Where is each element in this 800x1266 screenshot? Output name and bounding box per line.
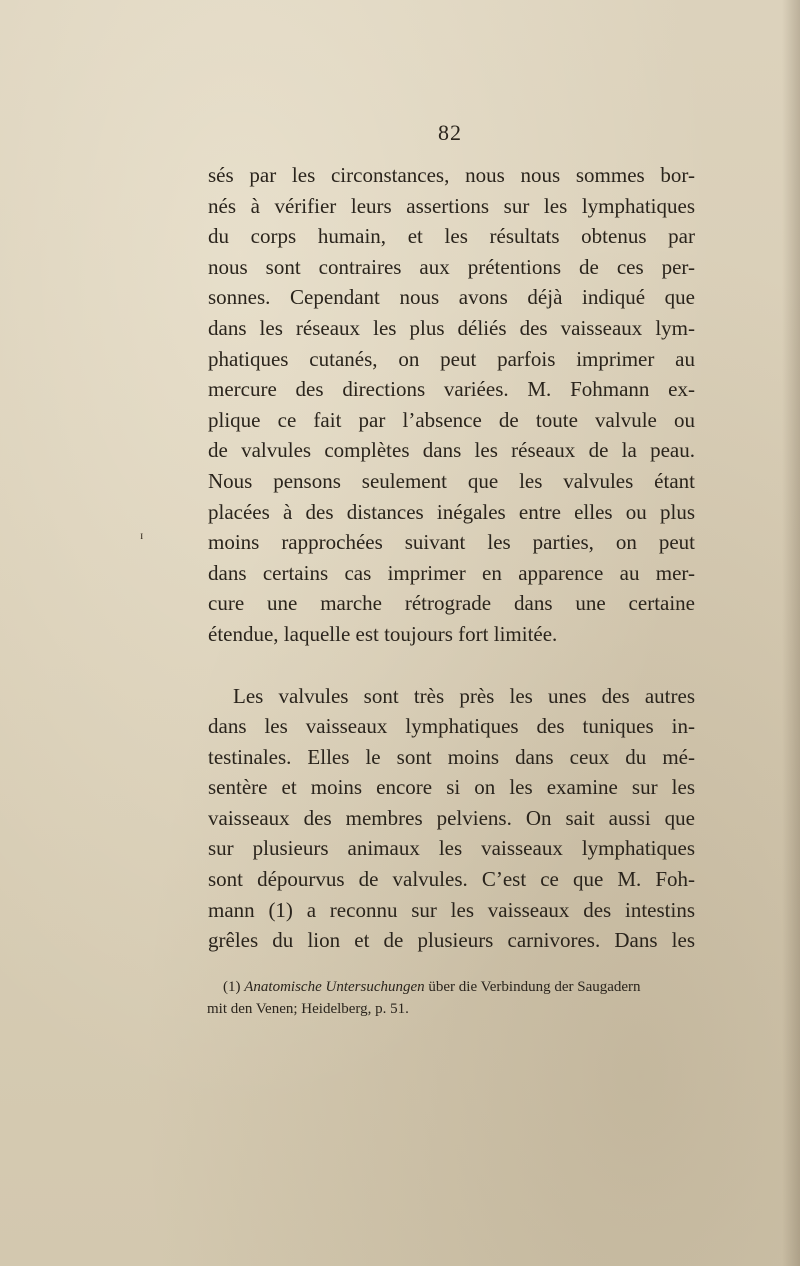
paragraph-2: [208, 681, 695, 956]
text-line: Les valvules sont très près les unes des autres: [233, 683, 695, 708]
text-line: nés à vérifier leurs assertions sur les lymphatiques: [208, 193, 695, 218]
text-line: Nous pensons seulement que les valvules étant: [208, 468, 695, 493]
text-line: étendue, laquelle est toujours fort limitée.: [208, 621, 558, 646]
footnote-marker: (1): [223, 979, 241, 995]
paragraph-1: [208, 160, 695, 650]
text-line: testinales. Elles le sont moins dans ceux du mé-: [208, 744, 695, 769]
text-line: dans certains cas imprimer en apparence au mer-: [208, 560, 695, 585]
text-line: sentère et moins encore si on les examine sur les: [208, 775, 695, 800]
text-line: mercure des directions variées. M. Fohmann ex-: [208, 377, 695, 402]
text-line: sont dépourvus de valvules. C’est ce que M. Foh-: [208, 867, 695, 892]
page-edge-shadow: [782, 0, 800, 1266]
text-line: dans les vaisseaux lymphatiques des tuniques in-: [208, 714, 695, 739]
text-line: cure une marche rétrograde dans une certaine: [208, 591, 695, 616]
stray-ink-mark: ɪ: [140, 528, 144, 542]
text-line: moins rapprochées suivant les parties, on peut: [208, 530, 695, 555]
text-line: mann (1) a reconnu sur les vaisseaux des intestins: [208, 897, 695, 922]
text-line: dans les réseaux les plus déliés des vaisseaux lym-: [208, 315, 695, 340]
page-number: 82: [438, 120, 462, 145]
footnote-line-1: [207, 976, 697, 998]
text-line: plique ce fait par l’absence de toute valvule ou: [208, 407, 695, 432]
paragraph-gap: [208, 650, 695, 681]
text-line: grêles du lion et de plusieurs carnivores. Dans les: [208, 928, 695, 953]
text-line: du corps humain, et les résultats obtenus par: [208, 224, 695, 249]
body-text: [208, 160, 695, 956]
text-line: vaisseaux des membres pelviens. On sait aussi que: [208, 805, 695, 830]
footnote-line-2: mit den Venen; Heidelberg, p. 51.: [207, 1001, 409, 1017]
text-line: sés par les circonstances, nous nous sommes bor-: [208, 163, 695, 187]
footnote-title: Anatomische Untersuchungen: [244, 979, 425, 995]
footnote-text: über die Verbindung der Saugadern: [428, 979, 641, 995]
footnote: [207, 976, 697, 1020]
text-line: phatiques cutanés, on peut parfois imprimer au: [208, 346, 695, 371]
text-line: placées à des distances inégales entre elles ou plus: [208, 499, 695, 524]
text-line: de valvules complètes dans les réseaux de la peau.: [208, 438, 695, 463]
text-line: sonnes. Cependant nous avons déjà indiqué que: [208, 285, 695, 310]
text-line: sur plusieurs animaux les vaisseaux lymphatiques: [208, 836, 695, 861]
text-line: nous sont contraires aux prétentions de ces per-: [208, 254, 695, 279]
